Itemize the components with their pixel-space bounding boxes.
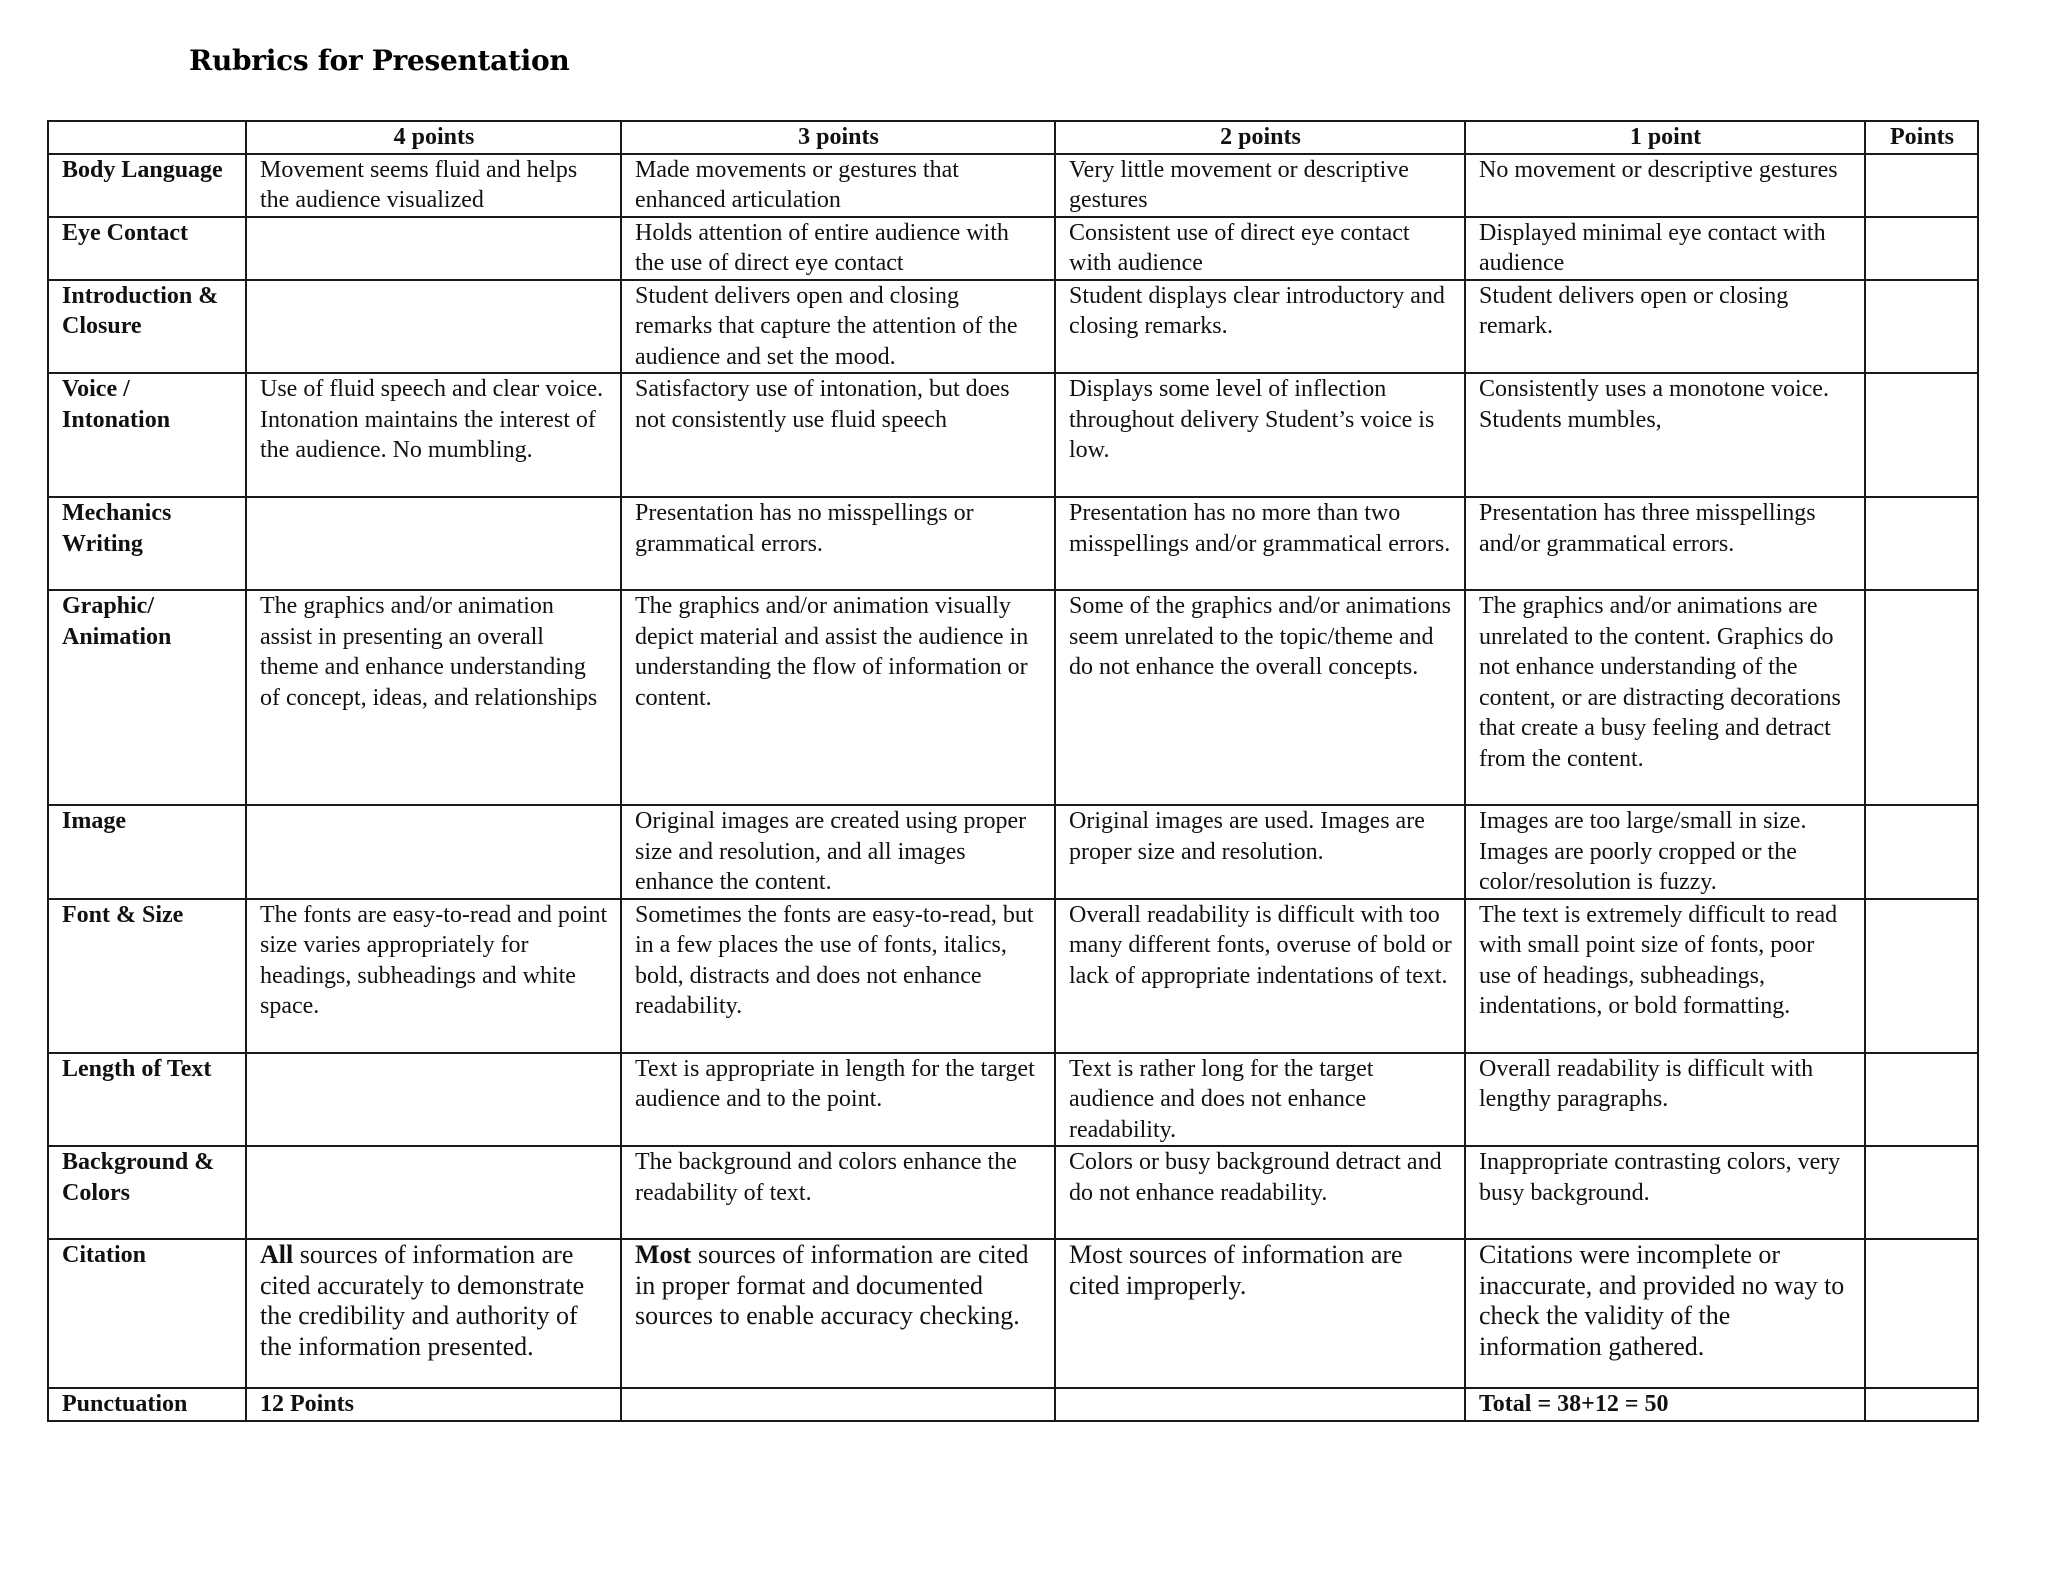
points-cell[interactable] [1865, 217, 1978, 280]
score-4-cell: The fonts are easy-to-read and point size varies appropriately for headings, subheadings and white space. [246, 899, 621, 1053]
table-row-punctuation [48, 1388, 1978, 1421]
score-3-cell: Holds attention of entire audience with the use of direct eye contact [621, 217, 1055, 280]
score-4-cell: The graphics and/or animation assist in presenting an overall theme and enhance understanding of concept, ideas, and relationships [246, 590, 621, 805]
score-4-cell [246, 1239, 621, 1388]
score-2-cell: Most sources of information are cited improperly. [1055, 1239, 1465, 1388]
points-cell[interactable] [1865, 899, 1978, 1053]
table-row-citation [48, 1239, 1978, 1388]
score-3-text: sources of information are cited in proper format and documented sources to enable accuracy checking. [635, 1240, 1029, 1330]
criterion-cell: Citation [48, 1239, 246, 1388]
score-4-cell [246, 217, 621, 280]
score-2-cell: Student displays clear introductory and closing remarks. [1055, 280, 1465, 374]
score-1-cell: Consistently uses a monotone voice. Students mumbles, [1465, 373, 1865, 497]
score-1-cell: The text is extremely difficult to read with small point size of fonts, poor use of headings, subheadings, indentations, or bold formatting. [1465, 899, 1865, 1053]
score-2-cell: Presentation has no more than two misspellings and/or grammatical errors. [1055, 497, 1465, 590]
table-row [48, 280, 1978, 374]
header-4-points: 4 points [246, 121, 621, 154]
score-4-cell: Use of fluid speech and clear voice. Intonation maintains the interest of the audience. No mumbling. [246, 373, 621, 497]
header-3-points: 3 points [621, 121, 1055, 154]
score-1-cell: Displayed minimal eye contact with audience [1465, 217, 1865, 280]
points-cell[interactable] [1865, 805, 1978, 899]
criterion-cell: Introduction & Closure [48, 280, 246, 374]
criterion-cell: Graphic/ Animation [48, 590, 246, 805]
score-3-cell: The graphics and/or animation visually depict material and assist the audience in understanding the flow of information or content. [621, 590, 1055, 805]
points-cell[interactable] [1865, 1239, 1978, 1388]
score-4-cell [246, 1053, 621, 1147]
header-criterion [48, 121, 246, 154]
table-row [48, 217, 1978, 280]
score-4-cell [246, 805, 621, 899]
criterion-cell: Body Language [48, 154, 246, 217]
score-2-cell: Colors or busy background detract and do not enhance readability. [1055, 1146, 1465, 1239]
score-2-cell: Displays some level of inflection throughout delivery Student’s voice is low. [1055, 373, 1465, 497]
score-2-cell: Some of the graphics and/or animations seem unrelated to the topic/theme and do not enhance the overall concepts. [1055, 590, 1465, 805]
score-2-cell [1055, 1388, 1465, 1421]
criterion-cell: Eye Contact [48, 217, 246, 280]
score-4-cell [246, 280, 621, 374]
criterion-cell: Voice / Intonation [48, 373, 246, 497]
score-2-cell: Consistent use of direct eye contact with audience [1055, 217, 1465, 280]
points-cell[interactable] [1865, 280, 1978, 374]
emphasis-most: Most [635, 1240, 692, 1269]
rubric-table [47, 120, 1979, 1422]
table-row [48, 1053, 1978, 1147]
points-cell[interactable] [1865, 1388, 1978, 1421]
score-3-cell: Text is appropriate in length for the target audience and to the point. [621, 1053, 1055, 1147]
score-3-cell: Satisfactory use of intonation, but does not consistently use fluid speech [621, 373, 1055, 497]
score-3-cell: The background and colors enhance the readability of text. [621, 1146, 1055, 1239]
table-row [48, 1146, 1978, 1239]
points-cell[interactable] [1865, 373, 1978, 497]
criterion-cell: Punctuation [48, 1388, 246, 1421]
points-cell[interactable] [1865, 1146, 1978, 1239]
score-1-cell: Presentation has three misspellings and/or grammatical errors. [1465, 497, 1865, 590]
points-cell[interactable] [1865, 1053, 1978, 1147]
score-4-cell [246, 497, 621, 590]
score-1-cell: The graphics and/or animations are unrelated to the content. Graphics do not enhance understanding of the content, or are distracting decorations that create a busy feeling and detract from the content. [1465, 590, 1865, 805]
table-row [48, 497, 1978, 590]
score-3-cell [621, 1388, 1055, 1421]
criterion-cell: Image [48, 805, 246, 899]
header-row [48, 121, 1978, 154]
table-row [48, 154, 1978, 217]
score-3-cell: Presentation has no misspellings or grammatical errors. [621, 497, 1055, 590]
score-3-cell: Made movements or gestures that enhanced articulation [621, 154, 1055, 217]
criterion-cell: Background & Colors [48, 1146, 246, 1239]
score-3-cell [621, 1239, 1055, 1388]
criterion-cell: Mechanics Writing [48, 497, 246, 590]
score-1-cell: Overall readability is difficult with lengthy paragraphs. [1465, 1053, 1865, 1147]
header-1-point: 1 point [1465, 121, 1865, 154]
table-row [48, 590, 1978, 805]
criterion-cell: Length of Text [48, 1053, 246, 1147]
table-row [48, 373, 1978, 497]
score-3-cell: Original images are created using proper size and resolution, and all images enhance the content. [621, 805, 1055, 899]
page-title: Rubrics for Presentation [189, 44, 570, 77]
table-row [48, 899, 1978, 1053]
criterion-cell: Font & Size [48, 899, 246, 1053]
total-cell: Total = 38+12 = 50 [1465, 1388, 1865, 1421]
score-3-cell: Sometimes the fonts are easy-to-read, but in a few places the use of fonts, italics, bold, distracts and does not enhance readability. [621, 899, 1055, 1053]
score-1-cell: Inappropriate contrasting colors, very busy background. [1465, 1146, 1865, 1239]
score-4-text: sources of information are cited accurately to demonstrate the credibility and authority of the information presented. [260, 1240, 585, 1361]
score-1-cell: No movement or descriptive gestures [1465, 154, 1865, 217]
score-4-cell: Movement seems fluid and helps the audience visualized [246, 154, 621, 217]
points-cell[interactable] [1865, 497, 1978, 590]
table-row [48, 805, 1978, 899]
score-1-cell: Citations were incomplete or inaccurate, and provided no way to check the validity of the information gathered. [1465, 1239, 1865, 1388]
score-1-cell: Student delivers open or closing remark. [1465, 280, 1865, 374]
header-points: Points [1865, 121, 1978, 154]
points-cell[interactable] [1865, 590, 1978, 805]
score-3-cell: Student delivers open and closing remarks that capture the attention of the audience and set the mood. [621, 280, 1055, 374]
score-2-cell: Text is rather long for the target audience and does not enhance readability. [1055, 1053, 1465, 1147]
header-2-points: 2 points [1055, 121, 1465, 154]
points-cell[interactable] [1865, 154, 1978, 217]
score-4-cell [246, 1146, 621, 1239]
score-2-cell: Very little movement or descriptive gestures [1055, 154, 1465, 217]
score-4-cell: 12 Points [246, 1388, 621, 1421]
emphasis-all: All [260, 1240, 294, 1269]
score-2-cell: Original images are used. Images are proper size and resolution. [1055, 805, 1465, 899]
score-2-cell: Overall readability is difficult with too many different fonts, overuse of bold or lack of appropriate indentations of text. [1055, 899, 1465, 1053]
score-1-cell: Images are too large/small in size. Images are poorly cropped or the color/resolution is fuzzy. [1465, 805, 1865, 899]
